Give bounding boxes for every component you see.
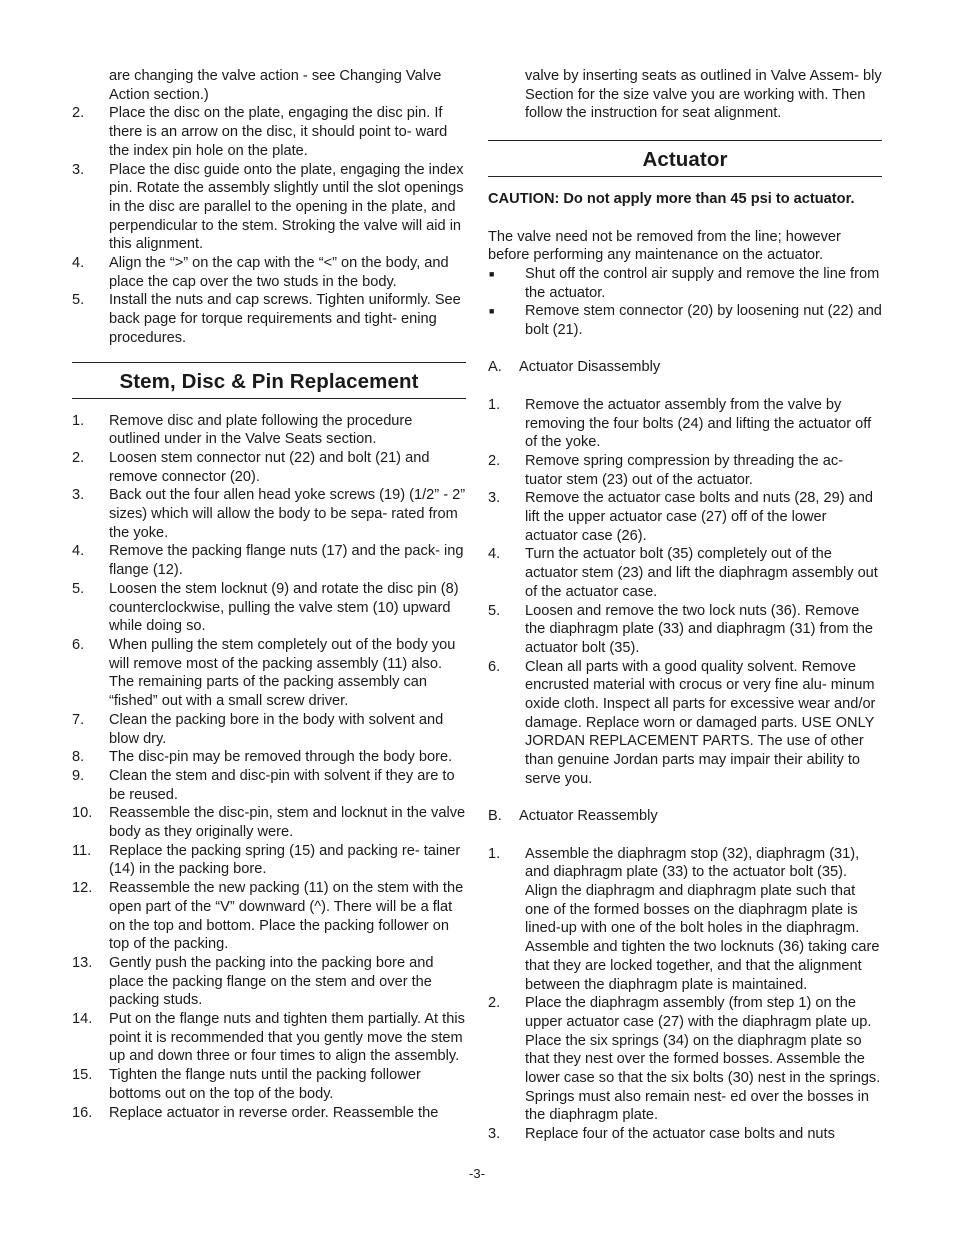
- section-title-stem-disc-pin: Stem, Disc & Pin Replacement: [72, 362, 466, 399]
- item-number: 2.: [488, 452, 501, 469]
- subheading-text: Actuator Reassembly: [519, 808, 658, 825]
- list-item: [72, 1010, 466, 1066]
- item-number: 2.: [488, 995, 501, 1012]
- page-number: -3-: [469, 1166, 485, 1181]
- list-item: [72, 542, 466, 579]
- item-number: 5.: [72, 292, 85, 309]
- item-number: 8.: [72, 749, 85, 766]
- item-text: Reassemble the new packing (11) on the stem with the open part of the “V” downward (^). There will be a flat on the top and bottom. Place the packing follower on top of the packing.: [109, 880, 464, 953]
- intro-continuation: are changing the valve action - see Changing Valve Action section.): [109, 68, 442, 103]
- item-text: Place the disc guide onto the plate, engaging the index pin. Rotate the assembly slightly until the slot openings in the disc are parallel to the opening in the plate, and perpendicular to the stem. Stroking the valve will aid in this alignment.: [109, 161, 464, 253]
- list-item: [72, 449, 466, 486]
- list-item: [72, 879, 466, 954]
- item-text: Remove the actuator assembly from the valve by removing the four bolts (24) and lifting the actuator off of the yoke.: [525, 396, 872, 451]
- list-item: [72, 1104, 466, 1123]
- item-number: 5.: [72, 580, 85, 597]
- item-number: 4.: [72, 543, 85, 560]
- bullet-item: [488, 302, 882, 339]
- item-text: Gently push the packing into the packing bore and place the packing flange on the stem and over the packing studs.: [109, 954, 434, 1009]
- item-number: 13.: [72, 954, 93, 971]
- item-number: 15.: [72, 1067, 93, 1084]
- stem-disc-pin-steps: [72, 412, 466, 1123]
- list-item: [72, 104, 466, 160]
- subheading-text: Actuator Disassembly: [519, 359, 661, 376]
- item-text: Clean the packing bore in the body with solvent and blow dry.: [109, 711, 444, 747]
- item-text: Tighten the flange nuts until the packing follower bottoms out on the top of the body.: [109, 1067, 421, 1102]
- subheading-letter: B.: [488, 808, 502, 825]
- item-number: 7.: [72, 711, 85, 728]
- list-item: [72, 291, 466, 347]
- list-item: [488, 545, 882, 601]
- item-number: 3.: [72, 161, 85, 178]
- item-text: Loosen stem connector nut (22) and bolt (21) and remove connector (20).: [109, 449, 430, 485]
- item-text: Replace the packing spring (15) and packing re- tainer (14) in the packing bore.: [109, 842, 461, 878]
- item-text: Turn the actuator bolt (35) completely out of the actuator stem (23) and lift the diaphragm assembly out of the actuator case.: [525, 546, 878, 600]
- subheading-letter: A.: [488, 359, 502, 376]
- item-text: Align the “>” on the cap with the “<” on the body, and place the cap over the two studs in the body.: [109, 255, 449, 290]
- item-text: Put on the flange nuts and tighten them partially. At this point it is recommended that you gently move the stem up and down three or four times to align the assembly.: [109, 1011, 465, 1065]
- item-text: Loosen the stem locknut (9) and rotate the disc pin (8) counterclockwise, pulling the valve stem (10) upward while doing so.: [109, 580, 459, 635]
- list-item: [72, 767, 466, 804]
- item-number: 4.: [72, 255, 85, 272]
- item-number: 16.: [72, 1104, 93, 1121]
- list-item: [488, 489, 882, 545]
- item-number: 3.: [488, 490, 501, 507]
- item-number: 6.: [488, 658, 501, 675]
- item-number: 3.: [488, 1126, 501, 1143]
- list-item: [488, 994, 882, 1125]
- actuator-intro-paragraph: The valve need not be removed from the line; however before performing any maintenance on the actuator.: [488, 228, 841, 264]
- item-number: 12.: [72, 880, 93, 897]
- list-item: [72, 842, 466, 879]
- square-bullet-icon: ■: [489, 306, 495, 317]
- item-text: Remove spring compression by threading the ac- tuator stem (23) out of the actuator.: [525, 452, 843, 488]
- list-item: [488, 1125, 882, 1144]
- item-text: Replace actuator in reverse order. Reassemble the: [109, 1104, 439, 1121]
- list-item: [72, 486, 466, 542]
- item-number: 14.: [72, 1011, 93, 1028]
- item-text: Back out the four allen head yoke screws (19) (1/2” - 2” sizes) which will allow the body to be sepa- rated from the yoke.: [109, 487, 466, 541]
- list-item: [488, 658, 882, 789]
- bullet-list: [488, 265, 882, 340]
- item-number: 4.: [488, 546, 501, 563]
- item-text: Clean the stem and disc-pin with solvent if they are to be reused.: [109, 767, 455, 803]
- item-text: Place the diaphragm assembly (from step 1) on the upper actuator case (27) with the diaphragm plate up. Place the six springs (34) on the diaphragm plate so that they nest over the formed bosses. Assemble the lower case so that the six bolts (30) nest in the springs. Springs must also remain nest- ed over the bosses in the diaphragm plate.: [525, 995, 881, 1124]
- item-number: 2.: [72, 105, 85, 122]
- item-number: 1.: [488, 845, 501, 862]
- list-item: [72, 636, 466, 711]
- reassembly-steps: [488, 845, 882, 1144]
- left-column: [72, 67, 466, 1122]
- item-text: Loosen and remove the two lock nuts (36). Remove the diaphragm plate (33) and diaphragm (31) from the actuator bolt (35).: [525, 602, 874, 656]
- list-item: [72, 1066, 466, 1103]
- caution-note: CAUTION: Do not apply more than 45 psi to actuator.: [488, 191, 855, 208]
- list-item: [72, 804, 466, 841]
- item-number: 3.: [72, 487, 85, 504]
- section-title-actuator: Actuator: [488, 140, 882, 177]
- list-item: [488, 396, 882, 452]
- list-item: [488, 845, 882, 995]
- right-column: [488, 67, 882, 1144]
- item-text: Place the disc on the plate, engaging the disc pin. If there is an arrow on the disc, it should point to- ward the index pin hole on the plate.: [109, 105, 448, 159]
- item-text: Remove the actuator case bolts and nuts (28, 29) and lift the upper actuator case (27) off of the lower actuator case (26).: [525, 490, 874, 544]
- item-number: 1.: [72, 412, 85, 429]
- subheading-disassembly: [488, 358, 882, 377]
- subheading-reassembly: [488, 807, 882, 826]
- list-item: [72, 711, 466, 748]
- list-item: [72, 580, 466, 636]
- item-text: Clean all parts with a good quality solvent. Remove encrusted material with crocus or very fine alu- minum oxide cloth. Inspect all parts for excessive wear and/or damage. Replace worn or damaged parts. USE ONLY JORDAN REPLACEMENT PARTS. The use of other than genuine Jordan parts may impair their ability to serve you.: [525, 658, 876, 787]
- item-text: Remove disc and plate following the procedure outlined under in the Valve Seats section.: [109, 412, 413, 448]
- disassembly-steps: [488, 396, 882, 789]
- list-item: [488, 452, 882, 489]
- item-text: Reassemble the disc-pin, stem and locknut in the valve body as they originally were.: [109, 805, 466, 841]
- item-number: 5.: [488, 602, 501, 619]
- list-item: [488, 602, 882, 658]
- list-item: [72, 954, 466, 1010]
- item-number: 2.: [72, 449, 85, 466]
- bullet-text: Shut off the control air supply and remove the line from the actuator.: [525, 265, 880, 301]
- list-item: [72, 748, 466, 767]
- intro-list: [72, 104, 466, 347]
- bullet-text: Remove stem connector (20) by loosening nut (22) and bolt (21).: [525, 303, 882, 339]
- intro-continuation-right: valve by inserting seats as outlined in Valve Assem- bly Section for the size valve you are working with. Then follow the instruction for seat alignment.: [525, 68, 882, 122]
- list-item: [72, 412, 466, 449]
- item-text: The disc-pin may be removed through the body bore.: [109, 749, 453, 766]
- item-text: When pulling the stem completely out of the body you will remove most of the packing assembly (11) also. The remaining parts of the packing assembly can “fished” out with a small screw driver.: [109, 636, 456, 710]
- item-number: 6.: [72, 636, 85, 653]
- item-text: Install the nuts and cap screws. Tighten uniformly. See back page for torque requirements and tight- ening procedures.: [109, 292, 461, 346]
- item-number: 11.: [72, 842, 92, 859]
- item-number: 10.: [72, 805, 93, 822]
- list-item: [72, 161, 466, 255]
- square-bullet-icon: ■: [489, 268, 495, 279]
- bullet-item: [488, 265, 882, 302]
- item-text: Remove the packing flange nuts (17) and the pack- ing flange (12).: [109, 543, 464, 579]
- item-text: Replace four of the actuator case bolts and nuts: [525, 1126, 835, 1143]
- item-number: 9.: [72, 767, 85, 784]
- item-text: Assemble the diaphragm stop (32), diaphragm (31), and diaphragm plate (33) to the actuator bolt (35). Align the diaphragm and diaphragm plate such that one of the formed bosses on the diaphragm plate is lined-up with one of the bolt holes in the diaphragm. Assemble and tighten the two locknuts (36) taking care that they are locked together, and that the alignment between the diaphragm plate is maintained.: [525, 845, 880, 993]
- list-item: [72, 254, 466, 291]
- item-number: 1.: [488, 396, 501, 413]
